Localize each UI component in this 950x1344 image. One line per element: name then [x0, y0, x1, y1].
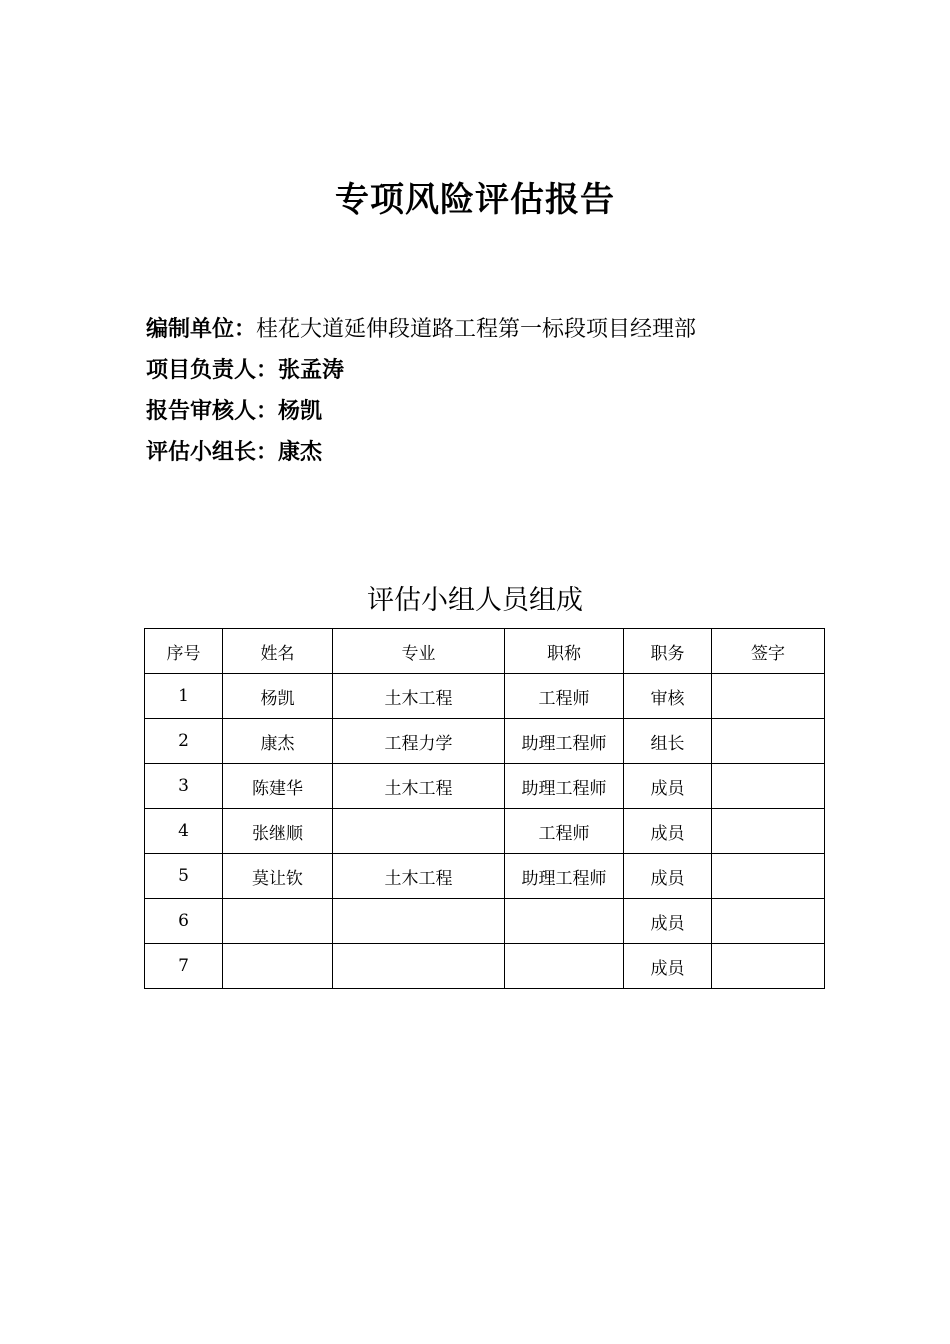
cell-index: 5	[145, 854, 223, 899]
leader-label: 项目负责人：	[146, 358, 279, 383]
cell-role: 成员	[624, 764, 712, 809]
report-info	[146, 312, 846, 476]
header-role: 职务	[624, 629, 712, 674]
cell-role: 成员	[624, 854, 712, 899]
info-leader	[146, 353, 846, 394]
cell-signature	[712, 944, 825, 989]
unit-label: 编制单位：	[146, 317, 257, 342]
cell-major: 土木工程	[333, 764, 505, 809]
cell-index: 4	[145, 809, 223, 854]
cell-index: 6	[145, 899, 223, 944]
cell-signature	[712, 674, 825, 719]
cell-title: 助理工程师	[505, 854, 624, 899]
report-title: 专项风险评估报告	[335, 180, 615, 220]
cell-title: 工程师	[505, 674, 624, 719]
cell-index: 3	[145, 764, 223, 809]
cell-title: 助理工程师	[505, 719, 624, 764]
cell-name: 莫让钦	[223, 854, 333, 899]
table-row	[145, 944, 825, 989]
cell-index: 1	[145, 674, 223, 719]
table-header-row	[145, 629, 825, 674]
table-row	[145, 674, 825, 719]
cell-signature	[712, 719, 825, 764]
header-index: 序号	[145, 629, 223, 674]
cell-signature	[712, 764, 825, 809]
unit-value: 桂花大道延伸段道路工程第一标段项目经理部	[256, 317, 697, 342]
header-title: 职称	[505, 629, 624, 674]
cell-name: 杨凯	[223, 674, 333, 719]
cell-index: 2	[145, 719, 223, 764]
group-leader-label: 评估小组长：	[146, 440, 279, 465]
cell-title	[505, 899, 624, 944]
leader-value: 张孟涛	[278, 358, 345, 383]
cell-signature	[712, 809, 825, 854]
cell-name	[223, 944, 333, 989]
cell-name: 陈建华	[223, 764, 333, 809]
header-name: 姓名	[223, 629, 333, 674]
info-unit	[146, 312, 846, 353]
cell-name: 康杰	[223, 719, 333, 764]
cell-role: 成员	[624, 944, 712, 989]
cell-role: 组长	[624, 719, 712, 764]
cell-major	[333, 899, 505, 944]
table-row	[145, 809, 825, 854]
cell-role: 成员	[624, 899, 712, 944]
table-row	[145, 899, 825, 944]
cell-role: 审核	[624, 674, 712, 719]
cell-major	[333, 809, 505, 854]
cell-title	[505, 944, 624, 989]
info-group-leader	[146, 435, 846, 476]
header-signature: 签字	[712, 629, 825, 674]
reviewer-label: 报告审核人：	[146, 399, 279, 424]
table-row	[145, 764, 825, 809]
cell-major: 工程力学	[333, 719, 505, 764]
cell-major: 土木工程	[333, 854, 505, 899]
header-major: 专业	[333, 629, 505, 674]
table-row	[145, 854, 825, 899]
table-row	[145, 719, 825, 764]
group-leader-value: 康杰	[278, 440, 323, 465]
team-table	[144, 628, 825, 989]
cell-index: 7	[145, 944, 223, 989]
cell-major	[333, 944, 505, 989]
cell-signature	[712, 899, 825, 944]
info-reviewer	[146, 394, 846, 435]
cell-name: 张继顺	[223, 809, 333, 854]
cell-major: 土木工程	[333, 674, 505, 719]
cell-role: 成员	[624, 809, 712, 854]
table-title: 评估小组人员组成	[367, 585, 583, 616]
cell-signature	[712, 854, 825, 899]
cell-name	[223, 899, 333, 944]
cell-title: 助理工程师	[505, 764, 624, 809]
reviewer-value: 杨凯	[278, 399, 323, 424]
cell-title: 工程师	[505, 809, 624, 854]
